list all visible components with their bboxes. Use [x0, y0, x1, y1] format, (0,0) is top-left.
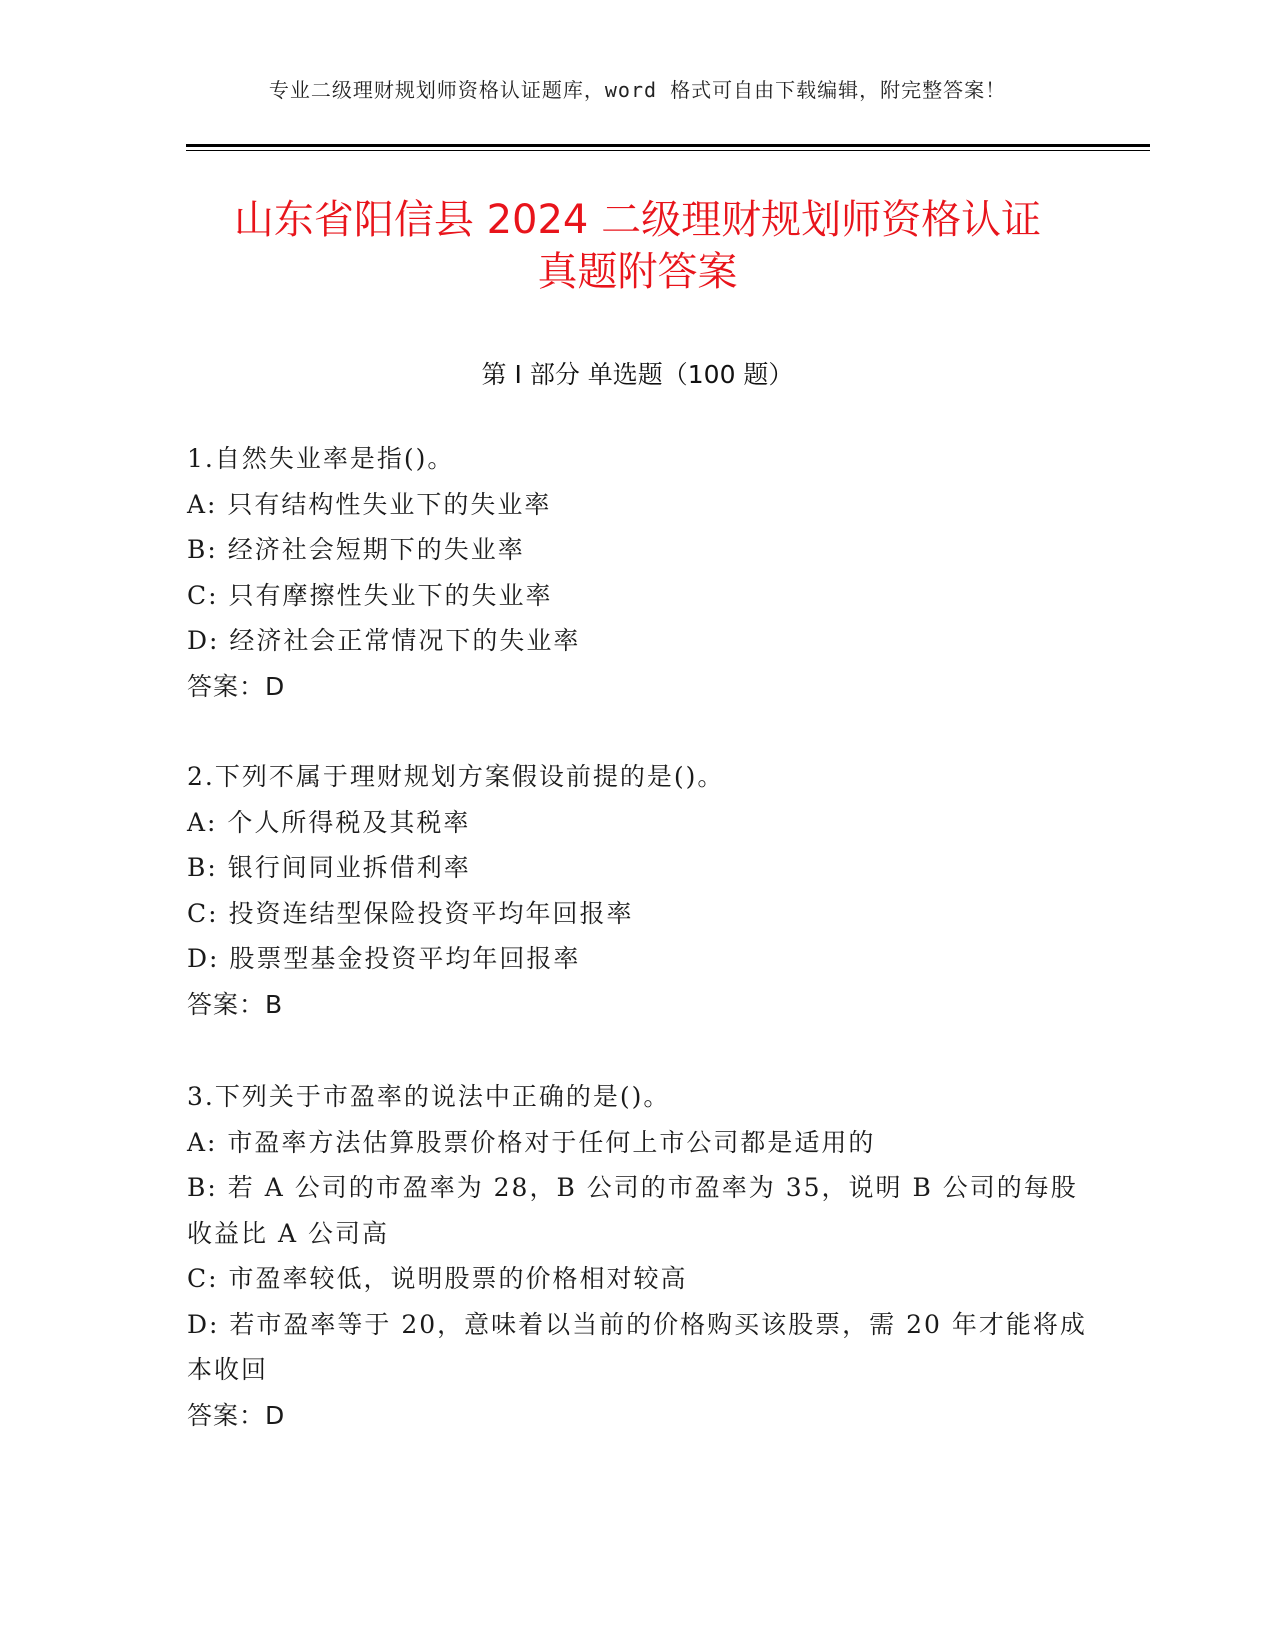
option-a: A: 只有结构性失业下的失业率 [187, 489, 552, 519]
option-a: A: 市盈率方法估算股票价格对于任何上市公司都是适用的 [187, 1127, 876, 1157]
option-b: B: 银行间同业拆借利率 [187, 853, 471, 882]
answer: 答案：D [187, 671, 286, 701]
document-title-line-2: 真题附答案 [537, 249, 738, 295]
question-list [187, 436, 1087, 1438]
question-3 [187, 1074, 1087, 1438]
page-header: 专业二级理财规划师资格认证题库，word 格式可自由下载编辑，附完整答案！ [268, 78, 1007, 102]
option-c: C: 只有摩擦性失业下的失业率 [187, 580, 553, 610]
option-a: A: 个人所得税及其税率 [187, 807, 471, 837]
option-b: B: 若 A 公司的市盈率为 28，B 公司的市盈率为 35，说明 B 公司的每股收益比 A 公司高 [187, 1173, 1078, 1248]
answer: 答案：B [187, 989, 284, 1019]
option-d: D: 若市盈率等于 20，意味着以当前的价格购买该股票，需 20 年才能将成本收回 [187, 1309, 1087, 1384]
document-title [150, 194, 1125, 298]
section-title: 第 I 部分 单选题（100 题） [481, 360, 794, 389]
option-c: C: 市盈率较低，说明股票的价格相对较高 [187, 1264, 688, 1293]
question-stem: 2.下列不属于理财规划方案假设前提的是()。 [187, 762, 725, 791]
option-d: D: 经济社会正常情况下的失业率 [187, 626, 581, 655]
answer: 答案：D [187, 1400, 286, 1430]
option-d: D: 股票型基金投资平均年回报率 [187, 944, 581, 973]
question-1 [187, 436, 1087, 709]
question-spacer [187, 1027, 1087, 1074]
document-title-line-1: 山东省阳信县 2024 二级理财规划师资格认证 [233, 197, 1042, 243]
option-b: B: 经济社会短期下的失业率 [187, 535, 525, 564]
option-c: C: 投资连结型保险投资平均年回报率 [187, 898, 634, 928]
question-stem: 3.下列关于市盈率的说法中正确的是()。 [187, 1082, 671, 1111]
header-rule-thick [186, 144, 1150, 147]
question-2 [187, 754, 1087, 1027]
question-spacer [187, 709, 1087, 754]
question-stem: 1.自然失业率是指()。 [187, 444, 455, 473]
header-rule-thin [186, 150, 1150, 151]
